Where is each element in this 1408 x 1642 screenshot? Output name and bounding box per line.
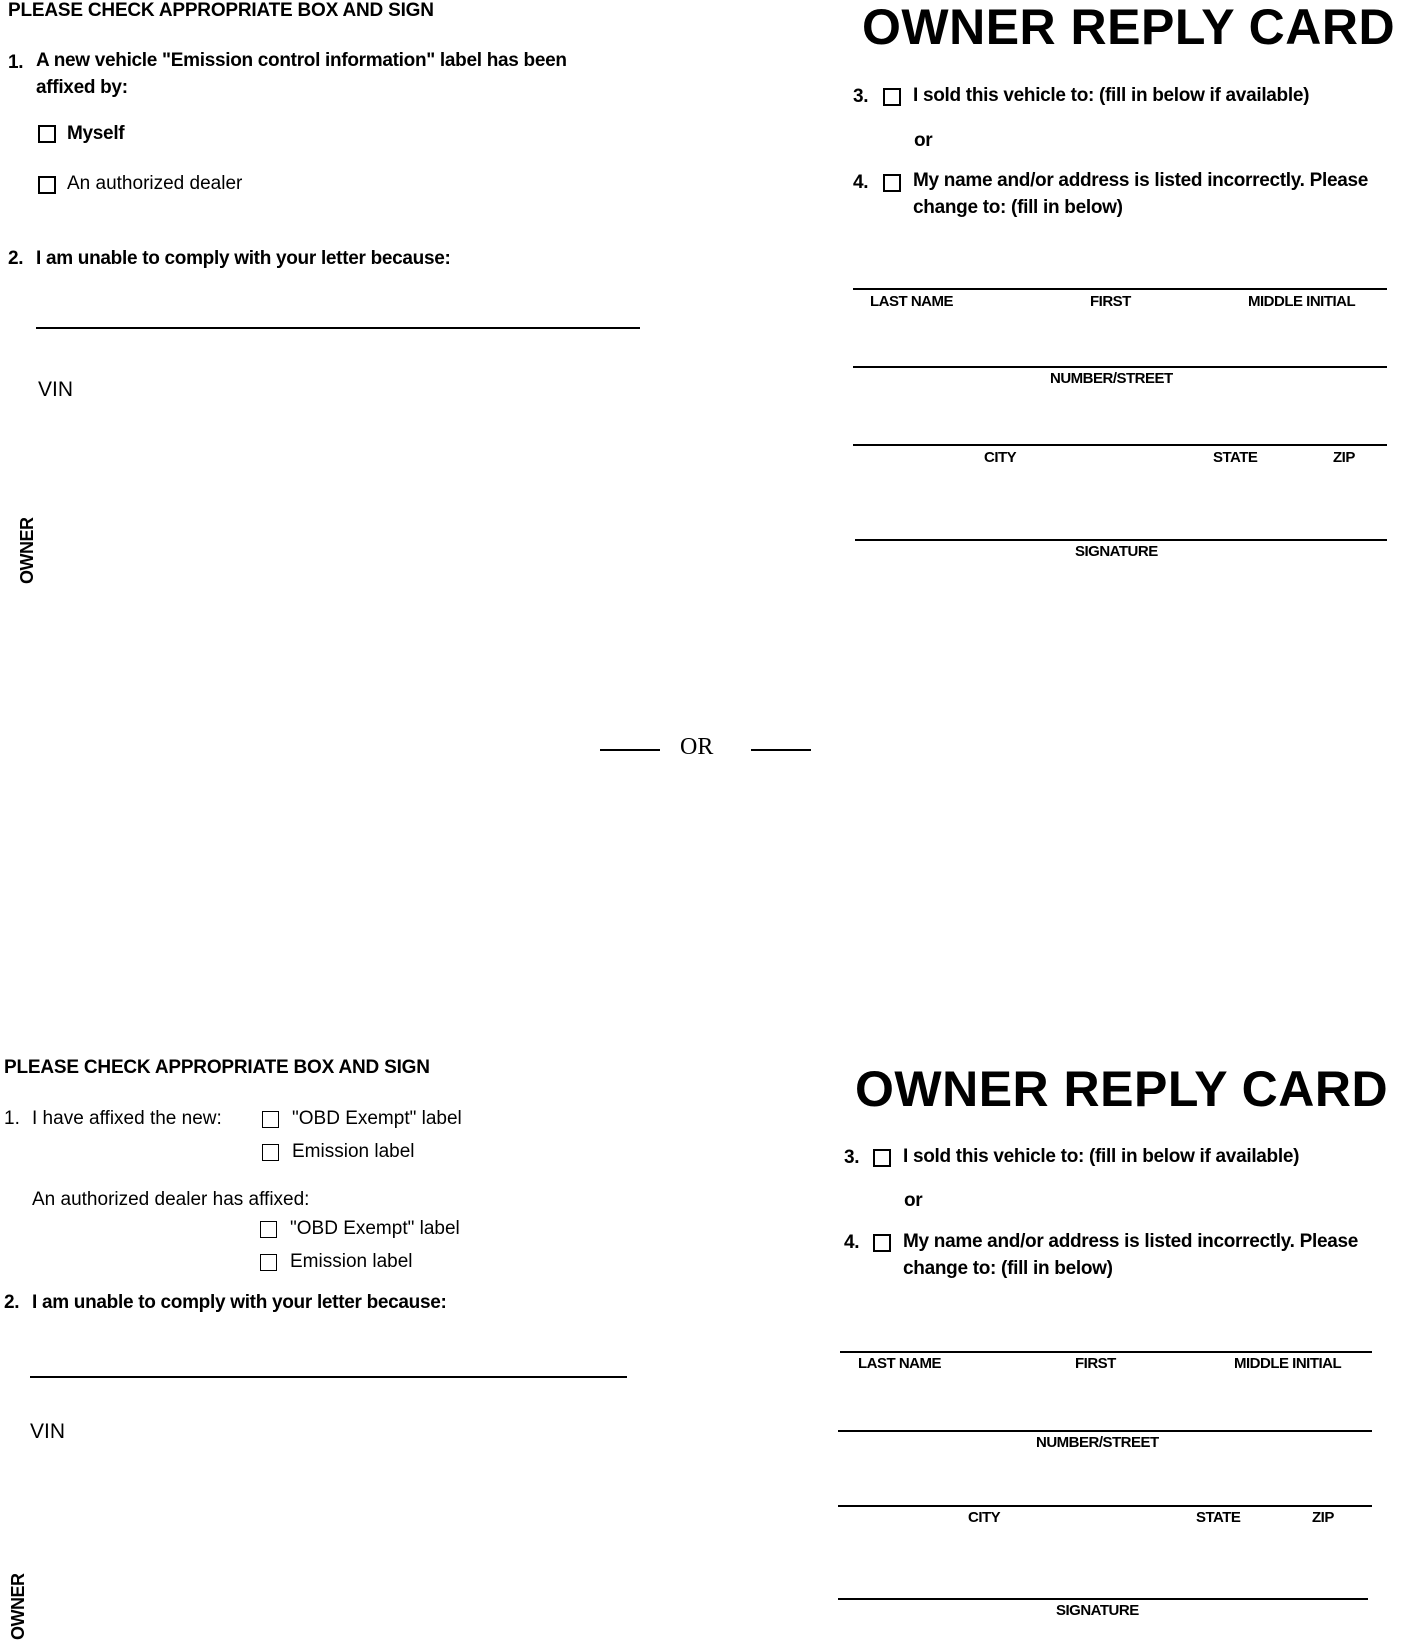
card2-q3-number: 3. [844, 1147, 860, 1168]
card1-or-text: or [914, 130, 933, 151]
card1-q3-text: I sold this vehicle to: (fill in below if available) [913, 85, 1310, 106]
card2-dealer-emission-checkbox[interactable] [260, 1254, 277, 1271]
card1-first-label: FIRST [1090, 293, 1131, 310]
card2-name-line[interactable] [840, 1351, 1372, 1353]
card1-title: OWNER REPLY CARD [862, 0, 1396, 55]
card1-q3-number: 3. [853, 86, 869, 107]
or-left-rule [600, 749, 660, 751]
card1-myself-label: Myself [67, 123, 125, 144]
card2-q1-number: 1. [4, 1108, 20, 1129]
card2-q3-text: I sold this vehicle to: (fill in below if available) [903, 1146, 1300, 1167]
card1-q3-checkbox[interactable] [883, 88, 901, 106]
card2-first-label: FIRST [1075, 1355, 1116, 1372]
card2-q2-number: 2. [4, 1292, 20, 1313]
or-right-rule [751, 749, 811, 751]
card1-q4-checkbox[interactable] [883, 174, 901, 192]
card2-q1-text: I have affixed the new: [32, 1108, 222, 1129]
card2-obd-exempt-checkbox[interactable] [262, 1111, 279, 1128]
or-separator-text: OR [680, 734, 714, 760]
card2-instruction: PLEASE CHECK APPROPRIATE BOX AND SIGN [4, 1057, 430, 1078]
card2-city-label: CITY [968, 1509, 1001, 1526]
card2-last-name-label: LAST NAME [858, 1355, 941, 1372]
card1-reason-line[interactable] [36, 327, 640, 329]
card2-dealer-emission-label: Emission label [290, 1251, 413, 1272]
card1-signature-label: SIGNATURE [1075, 543, 1158, 560]
card1-signature-line[interactable] [855, 539, 1387, 541]
card2-dealer-obd-exempt-label: "OBD Exempt" label [290, 1218, 460, 1239]
card2-q3-checkbox[interactable] [873, 1149, 891, 1167]
card1-dealer-checkbox[interactable] [38, 176, 56, 194]
card2-state-label: STATE [1196, 1509, 1241, 1526]
card2-title: OWNER REPLY CARD [855, 1061, 1389, 1117]
card1-number-street-label: NUMBER/STREET [1050, 370, 1173, 387]
card1-q1-number: 1. [8, 52, 24, 73]
card2-city-line[interactable] [838, 1505, 1372, 1507]
card1-side-label: OWNER [17, 517, 37, 584]
card1-q2-number: 2. [8, 248, 24, 269]
card1-last-name-label: LAST NAME [870, 293, 953, 310]
card2-emission-checkbox[interactable] [262, 1144, 279, 1161]
card2-emission-label: Emission label [292, 1141, 415, 1162]
card2-or-text: or [904, 1190, 923, 1211]
card2-number-street-label: NUMBER/STREET [1036, 1434, 1159, 1451]
card1-q4-line2: change to: (fill in below) [913, 197, 1123, 218]
card2-vin-label: VIN [30, 1420, 66, 1443]
card1-dealer-label: An authorized dealer [67, 173, 243, 194]
card2-middle-initial-label: MIDDLE INITIAL [1234, 1355, 1342, 1372]
card1-city-line[interactable] [853, 444, 1387, 446]
card1-myself-checkbox[interactable] [38, 125, 56, 143]
card2-reason-line[interactable] [30, 1376, 627, 1378]
card2-obd-exempt-label: "OBD Exempt" label [292, 1108, 462, 1129]
card2-q2-text: I am unable to comply with your letter because: [32, 1292, 447, 1313]
card2-signature-label: SIGNATURE [1056, 1602, 1139, 1619]
card1-street-line[interactable] [853, 366, 1387, 368]
card2-dealer-obd-exempt-checkbox[interactable] [260, 1221, 277, 1238]
card2-street-line[interactable] [838, 1430, 1372, 1432]
card2-dealer-text: An authorized dealer has affixed: [32, 1189, 310, 1210]
card1-q4-number: 4. [853, 172, 869, 193]
card1-instruction: PLEASE CHECK APPROPRIATE BOX AND SIGN [8, 0, 434, 21]
card2-signature-line[interactable] [838, 1598, 1368, 1600]
card1-middle-initial-label: MIDDLE INITIAL [1248, 293, 1356, 310]
card1-state-label: STATE [1213, 449, 1258, 466]
card2-q4-line1: My name and/or address is listed incorrectly. Please [903, 1231, 1359, 1252]
card1-name-line[interactable] [853, 288, 1387, 290]
card1-q2-text: I am unable to comply with your letter because: [36, 248, 451, 269]
card2-side-label: OWNER [8, 1573, 28, 1640]
card1-vin-label: VIN [38, 378, 74, 401]
card1-q1-line1: A new vehicle "Emission control information" label has been [36, 50, 567, 71]
card2-q4-line2: change to: (fill in below) [903, 1258, 1113, 1279]
card2-q4-number: 4. [844, 1232, 860, 1253]
card2-zip-label: ZIP [1312, 1509, 1334, 1526]
card1-q1-line2: affixed by: [36, 77, 128, 98]
card1-city-label: CITY [984, 449, 1017, 466]
card1-q4-line1: My name and/or address is listed incorrectly. Please [913, 170, 1369, 191]
card1-zip-label: ZIP [1333, 449, 1355, 466]
card2-q4-checkbox[interactable] [873, 1234, 891, 1252]
